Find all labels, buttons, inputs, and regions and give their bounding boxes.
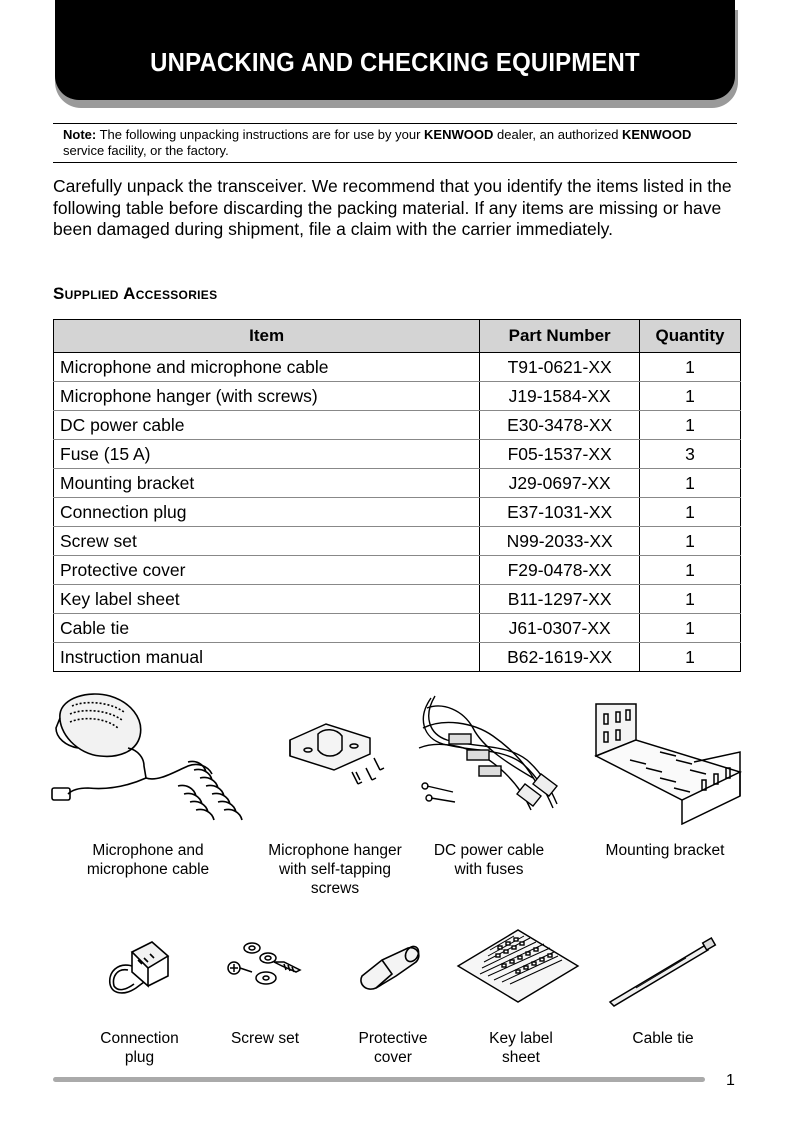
table-row (54, 498, 741, 527)
cell-item: Cable tie (54, 614, 480, 643)
footer-rule (53, 1077, 705, 1082)
cell-part-number: J29-0697-XX (480, 469, 640, 498)
cell-quantity: 1 (640, 353, 741, 382)
note-label: Note: (63, 127, 97, 142)
table-row (54, 527, 741, 556)
cell-quantity: 3 (640, 440, 741, 469)
cell-quantity: 1 (640, 411, 741, 440)
table-row (54, 469, 741, 498)
cell-part-number: J61-0307-XX (480, 614, 640, 643)
cell-part-number: B62-1619-XX (480, 643, 640, 672)
caption-dc-cable: DC power cable with fuses (433, 842, 545, 878)
cell-item: Mounting bracket (54, 469, 480, 498)
section-heading: Supplied Accessories (53, 284, 218, 303)
accessories-table (53, 319, 741, 672)
header-part-number: Part Number (480, 320, 640, 353)
note-text-3: service facility, or the factory. (63, 143, 229, 158)
screw-icon (222, 938, 302, 993)
cell-part-number: N99-2033-XX (480, 527, 640, 556)
cell-part-number: F29-0478-XX (480, 556, 640, 585)
cell-quantity: 1 (640, 498, 741, 527)
table-row (54, 643, 741, 672)
cell-item: Microphone and microphone cable (54, 353, 480, 382)
caption-screws: Screw set (230, 1030, 300, 1047)
dc-cable-icon (413, 688, 563, 823)
table-row (54, 353, 741, 382)
caption-bracket: Mounting bracket (605, 842, 725, 859)
header-banner (55, 0, 735, 100)
caption-tie: Cable tie (632, 1030, 694, 1047)
cell-quantity: 1 (640, 382, 741, 411)
table-row (54, 614, 741, 643)
table-row (54, 382, 741, 411)
bracket-icon (590, 700, 745, 825)
header-item: Item (54, 320, 480, 353)
note-text-2: dealer, an authorized (493, 127, 623, 142)
cell-quantity: 1 (640, 469, 741, 498)
cell-part-number: F05-1537-XX (480, 440, 640, 469)
caption-microphone: Microphone and microphone cable (86, 842, 210, 878)
caption-plug: Connection plug (100, 1030, 179, 1066)
cell-quantity: 1 (640, 614, 741, 643)
label-sheet-icon (454, 926, 582, 1006)
cell-part-number: E30-3478-XX (480, 411, 640, 440)
cell-quantity: 1 (640, 556, 741, 585)
cell-item: Fuse (15 A) (54, 440, 480, 469)
intro-paragraph: Carefully unpack the transceiver. We recommend that you identify the items listed in the following table before discarding the packing material. If any items are missing or have been damaged during shipment, file a claim with the carrier immediately. (53, 176, 732, 239)
header-quantity: Quantity (640, 320, 741, 353)
note-brand-1: KENWOOD (424, 127, 494, 142)
page-number: 1 (726, 1072, 735, 1089)
cell-item: Connection plug (54, 498, 480, 527)
cell-item: Screw set (54, 527, 480, 556)
caption-labels: Key label sheet (489, 1030, 553, 1066)
cell-part-number: J19-1584-XX (480, 382, 640, 411)
hanger-icon (278, 710, 393, 805)
caption-hanger: Microphone hanger with self-tapping screws (268, 842, 402, 897)
table-row (54, 585, 741, 614)
table-header-row (54, 320, 741, 353)
note-brand-2: KENWOOD (622, 127, 692, 142)
plug-icon (102, 938, 174, 1003)
cell-part-number: T91-0621-XX (480, 353, 640, 382)
page-title: UNPACKING AND CHECKING EQUIPMENT (150, 47, 640, 77)
table-row (54, 556, 741, 585)
cell-item: Instruction manual (54, 643, 480, 672)
cell-part-number: E37-1031-XX (480, 498, 640, 527)
note-text-1: The following unpacking instructions are for use by your (96, 127, 425, 142)
table-row (54, 440, 741, 469)
cell-item: DC power cable (54, 411, 480, 440)
cell-item: Protective cover (54, 556, 480, 585)
cell-item: Key label sheet (54, 585, 480, 614)
cell-part-number: B11-1297-XX (480, 585, 640, 614)
cover-icon (356, 940, 426, 995)
cell-quantity: 1 (640, 527, 741, 556)
caption-cover: Protective cover (358, 1030, 428, 1066)
microphone-icon (48, 686, 253, 836)
cell-item: Microphone hanger (with screws) (54, 382, 480, 411)
cell-quantity: 1 (640, 585, 741, 614)
table-row (54, 411, 741, 440)
note-box (53, 123, 737, 163)
cable-tie-icon (606, 936, 718, 1008)
cell-quantity: 1 (640, 643, 741, 672)
